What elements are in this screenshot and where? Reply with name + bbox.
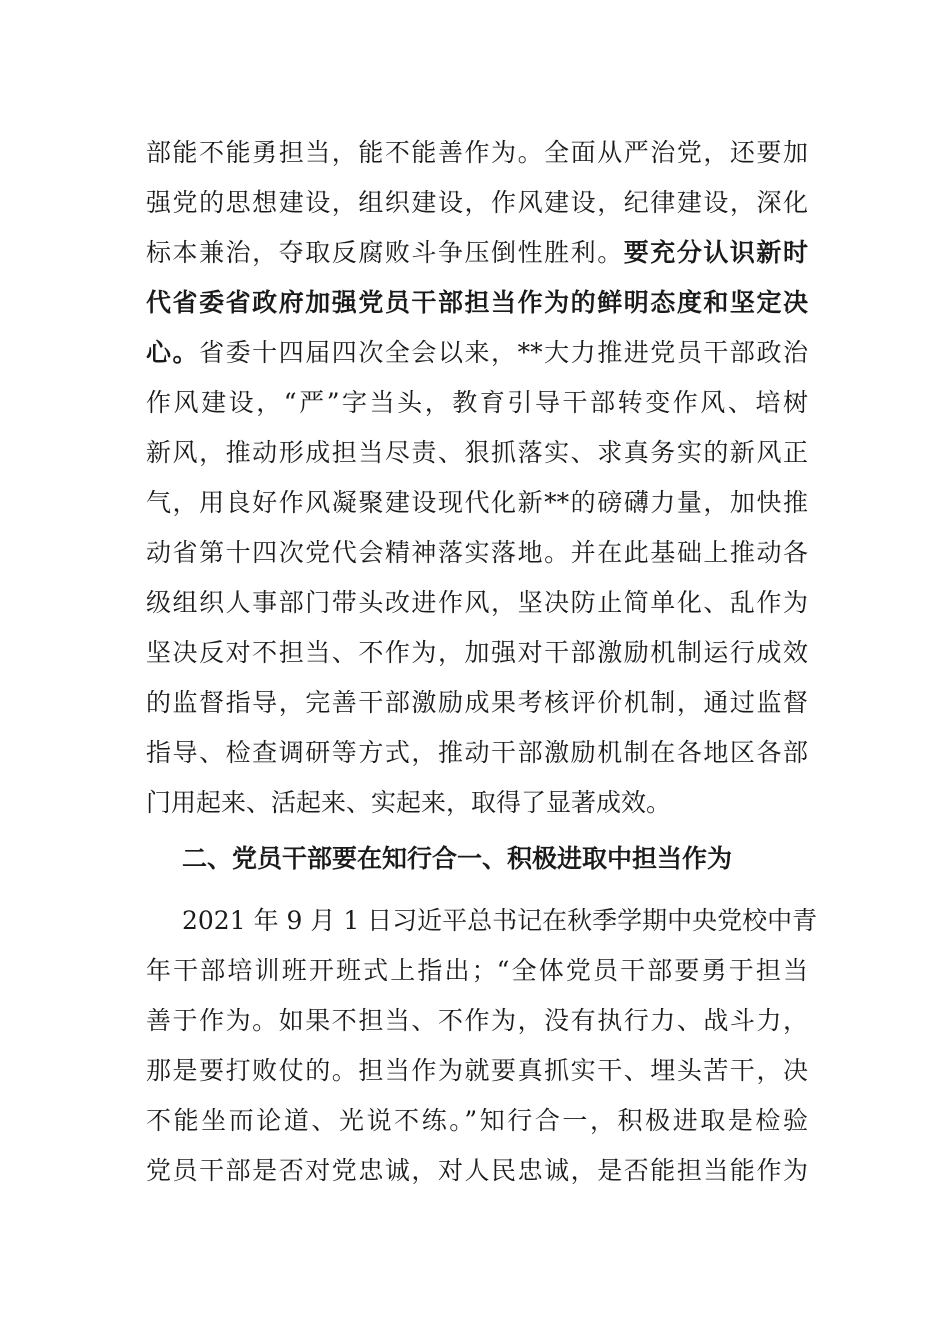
paragraph1-line: 作风建设，“严”字当头，教育引导干部转变作风、培树 xyxy=(146,388,808,417)
paragraph1-line: 动省第十四次党代会精神落实落地。并在此基础上推动各 xyxy=(146,538,808,567)
paragraph1-line: 坚决反对不担当、不作为，加强对干部激励机制运行成效 xyxy=(146,638,808,667)
paragraph1-text: 标本兼治，夺取反腐败斗争压倒性胜利。 xyxy=(146,238,624,267)
paragraph1-bold-text: 心。 xyxy=(146,338,200,367)
paragraph1-bold-line: 代省委省政府加强党员干部担当作为的鲜明态度和坚定决 xyxy=(146,288,808,317)
paragraph2-line: 党员干部是否对党忠诚，对人民忠诚，是否能担当能作为 xyxy=(146,1156,808,1185)
paragraph1-bold-text: 要充分认识新时 xyxy=(623,238,808,267)
paragraph2-line: 不能坐而论道、光说不练。”知行合一，积极进取是检验 xyxy=(146,1106,808,1135)
paragraph1-line: 部能不能勇担当，能不能善作为。全面从严治党，还要加 xyxy=(146,138,808,167)
paragraph1-line xyxy=(146,228,808,278)
paragraph1-line: 新风，推动形成担当尽责、狠抓落实、求真务实的新风正 xyxy=(146,438,808,467)
paragraph2-line: 年干部培训班开班式上指出；“全体党员干部要勇于担当 xyxy=(146,956,808,985)
paragraph2-line: 善于作为。如果不担当、不作为，没有执行力、战斗力， xyxy=(146,1006,808,1035)
paragraph2-line: 那是要打败仗的。担当作为就要真抓实干、埋头苦干，决 xyxy=(146,1056,808,1085)
paragraph1-line: 的监督指导，完善干部激励成果考核评价机制，通过监督 xyxy=(146,688,808,717)
paragraph1-line: 门用起来、活起来、实起来，取得了显著成效。 xyxy=(146,788,672,817)
paragraph1-line xyxy=(146,328,808,378)
section-heading: 二、党员干部要在知行合一、积极进取中担当作为 xyxy=(182,844,733,873)
paragraph2-line: 2021 年 9 月 1 日习近平总书记在秋季学期中央党校中青 xyxy=(182,906,818,935)
paragraph1-line: 强党的思想建设，组织建设，作风建设，纪律建设，深化 xyxy=(146,188,808,217)
paragraph1-text: 省委十四届四次全会以来，**大力推进党员干部政治 xyxy=(199,338,808,367)
paragraph1-line: 气，用良好作风凝聚建设现代化新**的磅礴力量，加快推 xyxy=(146,488,808,517)
paragraph1-line: 指导、检查调研等方式，推动干部激励机制在各地区各部 xyxy=(146,738,808,767)
paragraph1-line: 级组织人事部门带头改进作风，坚决防止简单化、乱作为 xyxy=(146,588,808,617)
